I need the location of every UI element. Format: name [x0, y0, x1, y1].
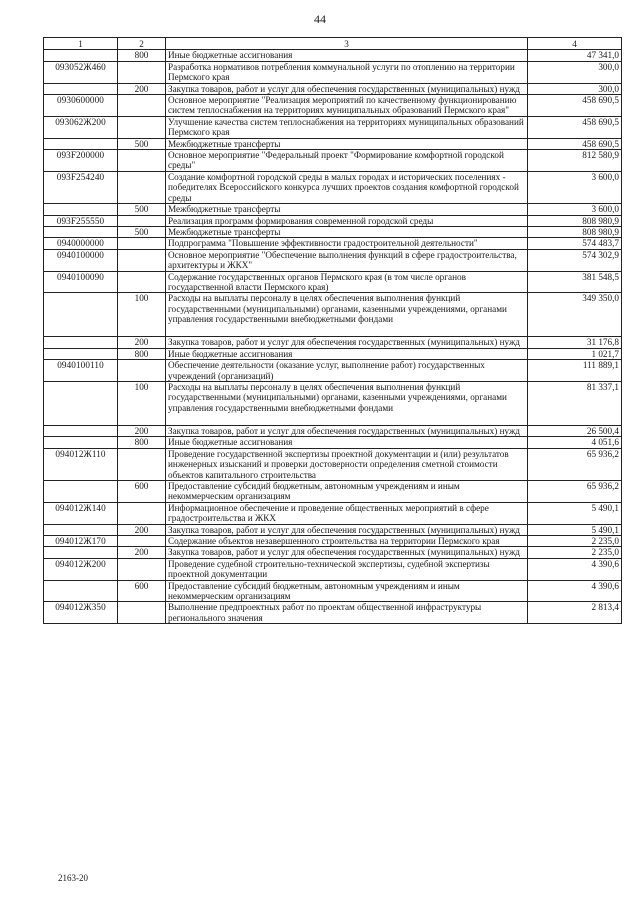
row-expense-type-cell: [118, 238, 166, 249]
row-amount-cell: 5 490,1: [528, 524, 622, 535]
row-amount-cell: 458 690,5: [528, 95, 622, 117]
row-code-cell: 094012Ж170: [44, 536, 118, 547]
row-name-cell: Закупка товаров, работ и услуг для обеспечения государственных (муниципальных) нужд: [166, 524, 528, 535]
row-code-cell: 093062Ж200: [44, 116, 118, 138]
row-amount-cell: 300,0: [528, 83, 622, 94]
row-amount-cell: 65 936,2: [528, 481, 622, 503]
row-code-cell: 093F255550: [44, 215, 118, 226]
table-row: [44, 293, 622, 337]
row-code-cell: 094012Ж140: [44, 502, 118, 524]
row-code-cell: [44, 226, 118, 237]
table-row: [44, 437, 622, 448]
table-row: [44, 502, 622, 524]
row-code-cell: 094012Ж110: [44, 448, 118, 480]
row-expense-type-cell: [118, 271, 166, 293]
row-expense-type-cell: 600: [118, 580, 166, 602]
table-row: [44, 524, 622, 535]
row-code-cell: [44, 481, 118, 503]
row-code-cell: [44, 204, 118, 215]
row-name-cell: Разработка нормативов потребления коммунальной услуги по отоплению на территории Пермского края: [166, 61, 528, 83]
row-expense-type-cell: [118, 502, 166, 524]
row-code-cell: 0940100000: [44, 249, 118, 271]
table-body: [44, 50, 622, 624]
row-name-cell: Информационное обеспечение и проведение общественных мероприятий в сфере градостроительства и ЖКХ: [166, 502, 528, 524]
table-row: [44, 226, 622, 237]
row-name-cell: Закупка товаров, работ и услуг для обеспечения государственных (муниципальных) нужд: [166, 547, 528, 558]
row-name-cell: Реализация программ формирования современной городской среды: [166, 215, 528, 226]
row-amount-cell: 81 337,1: [528, 381, 622, 425]
table-row: [44, 547, 622, 558]
table-row: [44, 360, 622, 382]
row-expense-type-cell: [118, 602, 166, 624]
row-amount-cell: 574 483,7: [528, 238, 622, 249]
row-name-cell: Улучшение качества систем теплоснабжения на территориях муниципальных образований Пермского края: [166, 116, 528, 138]
row-amount-cell: 2 235,0: [528, 547, 622, 558]
row-amount-cell: 5 490,1: [528, 502, 622, 524]
row-amount-cell: 26 500,4: [528, 425, 622, 436]
row-expense-type-cell: [118, 249, 166, 271]
row-code-cell: 094012Ж200: [44, 558, 118, 580]
header-col-1: 1: [44, 38, 118, 50]
row-code-cell: 0940100090: [44, 271, 118, 293]
table-row: [44, 238, 622, 249]
row-code-cell: [44, 337, 118, 348]
row-amount-cell: 2 813,4: [528, 602, 622, 624]
row-amount-cell: 300,0: [528, 61, 622, 83]
row-expense-type-cell: [118, 95, 166, 117]
table-row: [44, 249, 622, 271]
row-code-cell: [44, 547, 118, 558]
row-code-cell: 0940100110: [44, 360, 118, 382]
table-row: [44, 61, 622, 83]
row-code-cell: 0930600000: [44, 95, 118, 117]
table-row: [44, 150, 622, 172]
table-row: [44, 138, 622, 149]
row-amount-cell: 65 936,2: [528, 448, 622, 480]
row-amount-cell: 31 176,8: [528, 337, 622, 348]
row-expense-type-cell: 100: [118, 293, 166, 337]
row-amount-cell: 812 580,9: [528, 150, 622, 172]
row-amount-cell: 4 390,6: [528, 558, 622, 580]
row-code-cell: 093052Ж460: [44, 61, 118, 83]
row-code-cell: [44, 83, 118, 94]
row-name-cell: Расходы на выплаты персоналу в целях обеспечения выполнения функций государственными (муниципальными) органами, казенными учреждениями, органами управления государственными внебюджетными фондами: [166, 293, 528, 337]
row-name-cell: Предоставление субсидий бюджетным, автономным учреждениям и иным некоммерческим организациям: [166, 481, 528, 503]
header-col-4: 4: [528, 38, 622, 50]
budget-table: [43, 37, 622, 624]
row-expense-type-cell: 100: [118, 381, 166, 425]
row-name-cell: Основное мероприятие "Реализация мероприятий по качественному функционированию систем теплоснабжения на территориях муниципальных образований Пермского края": [166, 95, 528, 117]
row-amount-cell: 808 980,9: [528, 215, 622, 226]
row-name-cell: Создание комфортной городской среды в малых городах и исторических поселениях - победителях Всероссийского конкурса лучших проектов создания комфортной городской среды: [166, 171, 528, 203]
row-expense-type-cell: 200: [118, 547, 166, 558]
row-name-cell: Иные бюджетные ассигнования: [166, 50, 528, 61]
table-header-row: [44, 38, 622, 50]
row-name-cell: Межбюджетные трансферты: [166, 138, 528, 149]
page-number: 44: [314, 12, 326, 26]
row-name-cell: Выполнение предпроектных работ по проектам общественной инфраструктуры регионального значения: [166, 602, 528, 624]
row-amount-cell: 1 021,7: [528, 348, 622, 359]
row-expense-type-cell: 800: [118, 348, 166, 359]
row-expense-type-cell: [118, 150, 166, 172]
table-row: [44, 50, 622, 61]
row-name-cell: Расходы на выплаты персоналу в целях обеспечения выполнения функций государственными (муниципальными) органами, казенными учреждениями, органами управления государственными внебюджетными фондами: [166, 381, 528, 425]
row-code-cell: [44, 580, 118, 602]
row-code-cell: 0940000000: [44, 238, 118, 249]
header-col-2: 2: [118, 38, 166, 50]
row-code-cell: [44, 293, 118, 337]
table-row: [44, 425, 622, 436]
row-name-cell: Межбюджетные трансферты: [166, 226, 528, 237]
row-code-cell: [44, 50, 118, 61]
row-expense-type-cell: 500: [118, 226, 166, 237]
table-row: [44, 536, 622, 547]
table-row: [44, 602, 622, 624]
row-name-cell: Подпрограмма "Повышение эффективности градостроительной деятельности": [166, 238, 528, 249]
row-expense-type-cell: 800: [118, 50, 166, 61]
row-expense-type-cell: [118, 171, 166, 203]
row-name-cell: Предоставление субсидий бюджетным, автономным учреждениям и иным некоммерческим организациям: [166, 580, 528, 602]
row-expense-type-cell: 200: [118, 524, 166, 535]
row-expense-type-cell: 600: [118, 481, 166, 503]
row-amount-cell: 47 341,0: [528, 50, 622, 61]
table-row: [44, 171, 622, 203]
row-amount-cell: 4 390,6: [528, 580, 622, 602]
row-amount-cell: 2 235,0: [528, 536, 622, 547]
row-name-cell: Закупка товаров, работ и услуг для обеспечения государственных (муниципальных) нужд: [166, 83, 528, 94]
table-row: [44, 204, 622, 215]
row-code-cell: [44, 437, 118, 448]
row-expense-type-cell: 200: [118, 425, 166, 436]
row-amount-cell: 111 889,1: [528, 360, 622, 382]
row-expense-type-cell: [118, 536, 166, 547]
row-code-cell: [44, 348, 118, 359]
table-row: [44, 215, 622, 226]
row-name-cell: Проведение судебной строительно-технической экспертизы, судебной экспертизы проектной документации: [166, 558, 528, 580]
row-code-cell: 093F254240: [44, 171, 118, 203]
row-name-cell: Иные бюджетные ассигнования: [166, 348, 528, 359]
table-row: [44, 337, 622, 348]
row-name-cell: Основное мероприятие "Обеспечение выполнения функций в сфере градостроительства, архитектуры и ЖКХ": [166, 249, 528, 271]
table-row: [44, 558, 622, 580]
row-amount-cell: 4 051,6: [528, 437, 622, 448]
row-expense-type-cell: [118, 61, 166, 83]
row-expense-type-cell: 800: [118, 437, 166, 448]
row-expense-type-cell: 500: [118, 204, 166, 215]
row-expense-type-cell: [118, 448, 166, 480]
row-code-cell: [44, 425, 118, 436]
row-expense-type-cell: 200: [118, 83, 166, 94]
row-amount-cell: 381 548,5: [528, 271, 622, 293]
row-code-cell: [44, 381, 118, 425]
row-amount-cell: 458 690,5: [528, 138, 622, 149]
row-name-cell: Закупка товаров, работ и услуг для обеспечения государственных (муниципальных) нужд: [166, 337, 528, 348]
row-expense-type-cell: [118, 360, 166, 382]
row-amount-cell: 458 690,5: [528, 116, 622, 138]
table-row: [44, 95, 622, 117]
row-name-cell: Межбюджетные трансферты: [166, 204, 528, 215]
table-row: [44, 580, 622, 602]
header-col-3: 3: [166, 38, 528, 50]
table-row: [44, 116, 622, 138]
row-amount-cell: 349 350,0: [528, 293, 622, 337]
row-name-cell: Обеспечение деятельности (оказание услуг, выполнение работ) государственных учреждений (организаций): [166, 360, 528, 382]
row-expense-type-cell: 500: [118, 138, 166, 149]
row-expense-type-cell: [118, 215, 166, 226]
row-amount-cell: 3 600,0: [528, 204, 622, 215]
table-row: [44, 381, 622, 425]
row-code-cell: [44, 138, 118, 149]
row-name-cell: Закупка товаров, работ и услуг для обеспечения государственных (муниципальных) нужд: [166, 425, 528, 436]
table-row: [44, 481, 622, 503]
row-amount-cell: 3 600,0: [528, 171, 622, 203]
row-code-cell: 093F200000: [44, 150, 118, 172]
footer-code: 2163-20: [58, 873, 88, 883]
table-row: [44, 271, 622, 293]
row-name-cell: Основное мероприятие "Федеральный проект "Формирование комфортной городской среды": [166, 150, 528, 172]
row-code-cell: [44, 524, 118, 535]
row-code-cell: 094012Ж350: [44, 602, 118, 624]
table-row: [44, 348, 622, 359]
row-name-cell: Проведение государственной экспертизы проектной документации и (или) результатов инженерных изысканий и проверки достоверности определения сметной стоимости объектов капитального строительства: [166, 448, 528, 480]
row-name-cell: Иные бюджетные ассигнования: [166, 437, 528, 448]
table-row: [44, 83, 622, 94]
row-amount-cell: 574 302,9: [528, 249, 622, 271]
row-expense-type-cell: [118, 116, 166, 138]
row-expense-type-cell: 200: [118, 337, 166, 348]
row-amount-cell: 808 980,9: [528, 226, 622, 237]
row-name-cell: Содержание государственных органов Пермского края (в том числе органов государственной власти Пермского края): [166, 271, 528, 293]
row-name-cell: Содержание объектов незавершенного строительства на территории Пермского края: [166, 536, 528, 547]
table-row: [44, 448, 622, 480]
row-expense-type-cell: [118, 558, 166, 580]
